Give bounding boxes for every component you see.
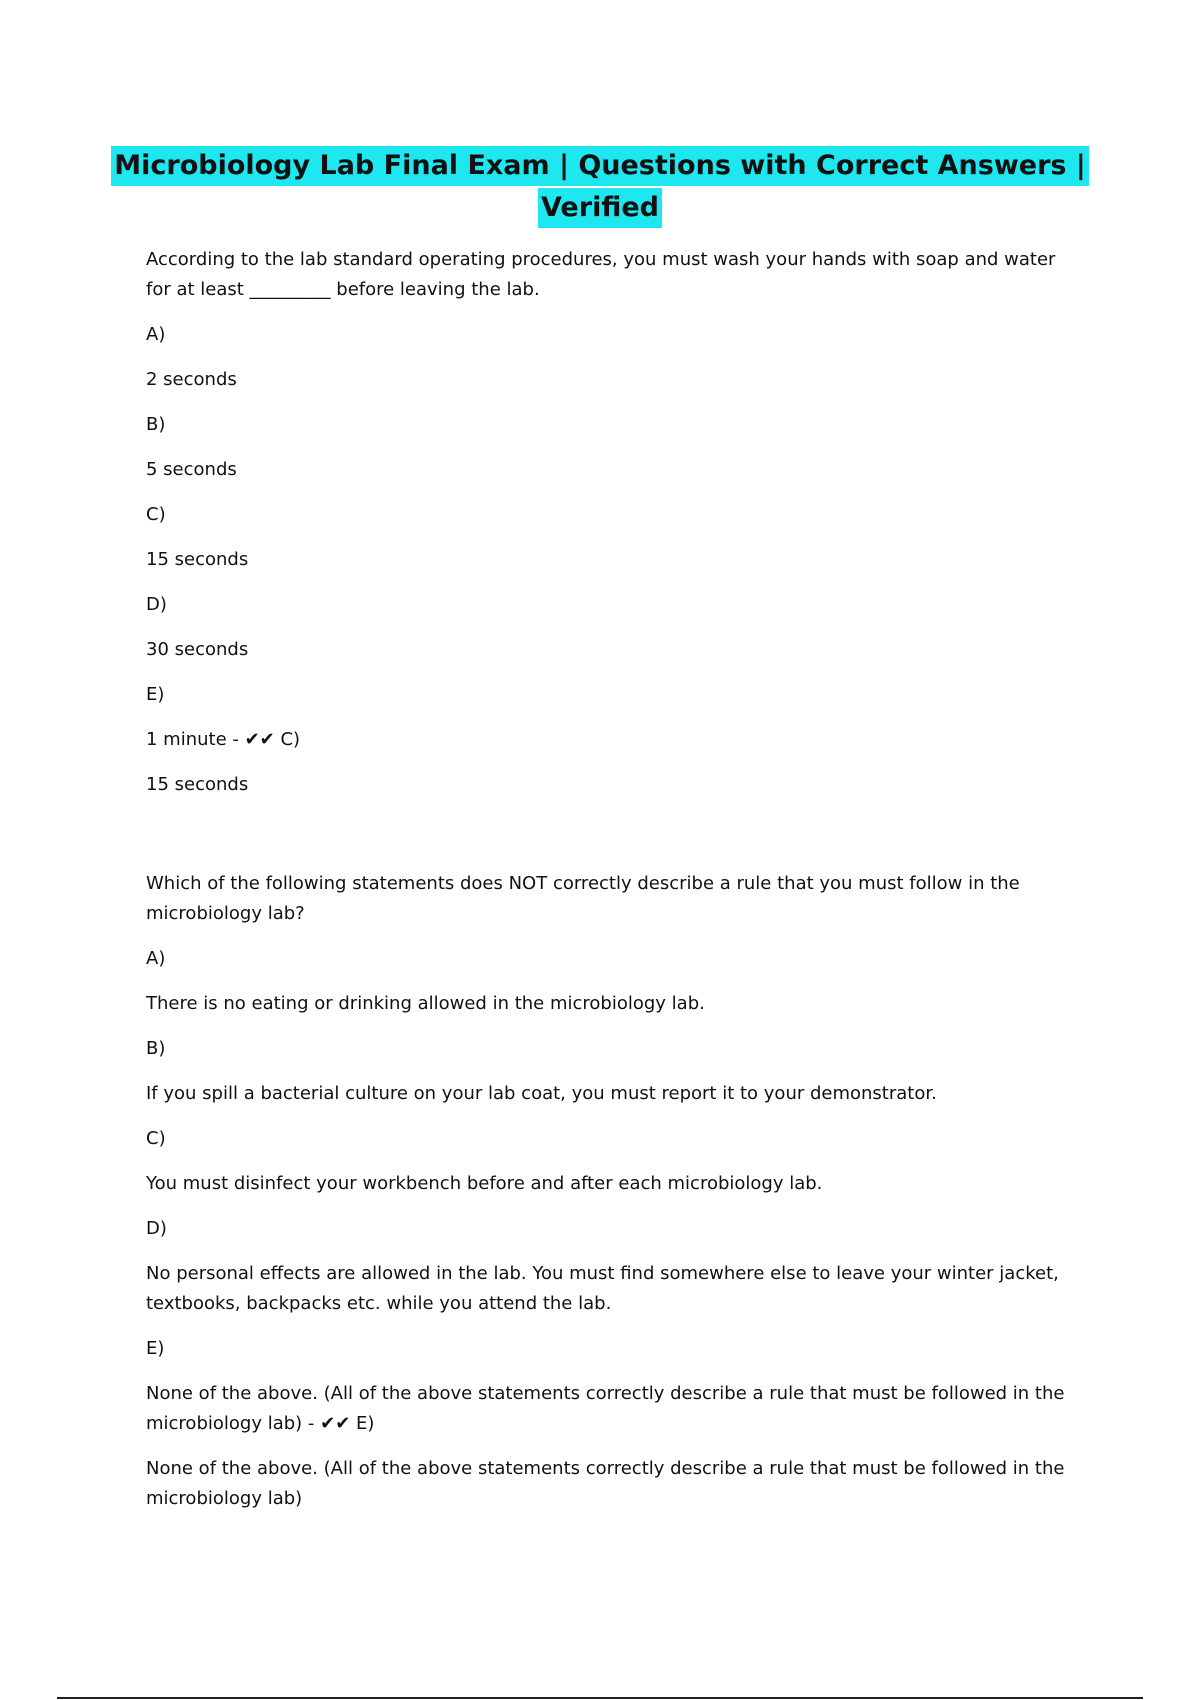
- option-label: A): [146, 948, 166, 969]
- option-label: B): [146, 414, 166, 435]
- question-text: Which of the following statements does NOT correctly describe a rule that you must follow in the microbiology lab?: [146, 873, 1020, 924]
- option-label: B): [146, 1038, 166, 1059]
- option-text: 2 seconds: [146, 369, 237, 390]
- option-text: 30 seconds: [146, 639, 249, 660]
- question-text: According to the lab standard operating procedures, you must wash your hands with soap and water for at least _________ before leaving the lab.: [146, 249, 1056, 300]
- option-text-with-answer-mark: 1 minute - ✔✔ C): [146, 729, 301, 750]
- option-text: You must disinfect your workbench before and after each microbiology lab.: [146, 1173, 823, 1194]
- option-label: E): [146, 684, 165, 705]
- title-line-2: Verified: [538, 188, 662, 228]
- option-label: C): [146, 1128, 166, 1149]
- correct-answer-text: None of the above. (All of the above statements correctly describe a rule that must be followed in the microbiology lab): [146, 1458, 1065, 1509]
- question-block-2: [146, 869, 1066, 1529]
- option-label: A): [146, 324, 166, 345]
- option-text: No personal effects are allowed in the lab. You must find somewhere else to leave your winter jacket, textbooks, backpacks etc. while you attend the lab.: [146, 1263, 1059, 1314]
- document-title: [0, 146, 1200, 228]
- option-label: C): [146, 504, 166, 525]
- option-text-with-answer-mark: None of the above. (All of the above statements correctly describe a rule that must be followed in the microbiology lab) - ✔✔ E): [146, 1383, 1065, 1434]
- option-label: D): [146, 1218, 167, 1239]
- option-text: If you spill a bacterial culture on your lab coat, you must report it to your demonstrator.: [146, 1083, 937, 1104]
- option-label: D): [146, 594, 167, 615]
- question-block-1: [146, 245, 1066, 815]
- option-text: 15 seconds: [146, 549, 249, 570]
- correct-answer-text: 15 seconds: [146, 774, 249, 795]
- footer-divider: [57, 1697, 1143, 1699]
- option-text: There is no eating or drinking allowed in the microbiology lab.: [146, 993, 705, 1014]
- title-line-1: Microbiology Lab Final Exam | Questions with Correct Answers |: [111, 146, 1088, 186]
- option-text: 5 seconds: [146, 459, 237, 480]
- option-label: E): [146, 1338, 165, 1359]
